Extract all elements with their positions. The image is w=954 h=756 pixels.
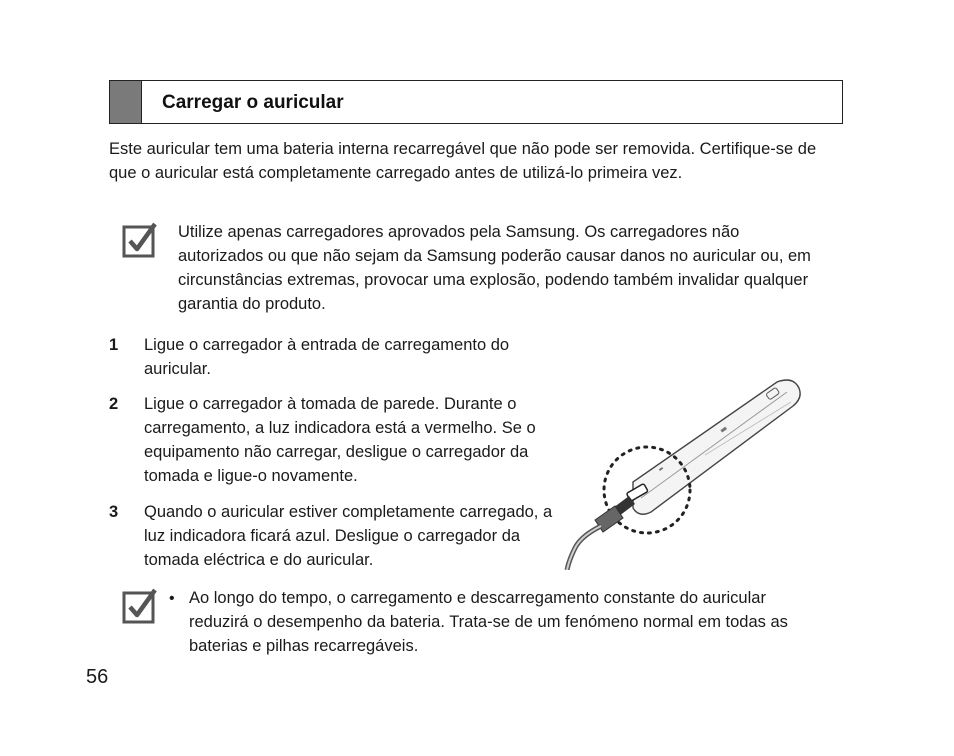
note-text: Utilize apenas carregadores aprovados pela Samsung. Os carregadores não autorizados ou que não sejam da Samsung poderão causar danos no auricular ou, em circunstâncias extremas, provocar uma explosão, podendo também invalidar qualquer garantia do produto.: [178, 223, 811, 313]
step-text: Ligue o carregador à tomada de parede. Durante o carregamento, a luz indicadora está a vermelho. Se o equipamento não carregar, desligue o carregador da tomada e ligue-o novamente.: [144, 395, 536, 485]
section-header-marker: [110, 81, 142, 123]
step-number: 3: [109, 503, 119, 521]
step-text: Ligue o carregador à entrada de carregamento do auricular.: [144, 336, 510, 378]
section-title: Carregar o auricular: [162, 92, 344, 113]
headset-charging-illustration: [555, 370, 815, 570]
note-bullet-text: Ao longo do tempo, o carregamento e descarregamento constante do auricular reduzirá o desempenho da bateria. Trata-se de um fenómeno normal em todas as baterias e pilhas recarregáveis.: [189, 589, 788, 655]
step-number: 2: [109, 395, 119, 413]
bullet-dot: •: [169, 590, 175, 607]
step-number: 1: [109, 336, 119, 354]
checkbox-note-icon: [122, 222, 158, 258]
step-text: Quando o auricular estiver completamente carregado, a luz indicadora ficará azul. Desligue o carregador da tomada eléctrica e do auricular.: [144, 503, 553, 569]
intro-paragraph: Este auricular tem uma bateria interna recarregável que não pode ser removida. Certifique-se de que o auricular está completamente carregado antes de utilizá-lo primeira vez.: [109, 140, 817, 182]
checkbox-note-icon: [122, 588, 158, 624]
page-number: 56: [86, 666, 109, 688]
section-header: [109, 80, 843, 124]
